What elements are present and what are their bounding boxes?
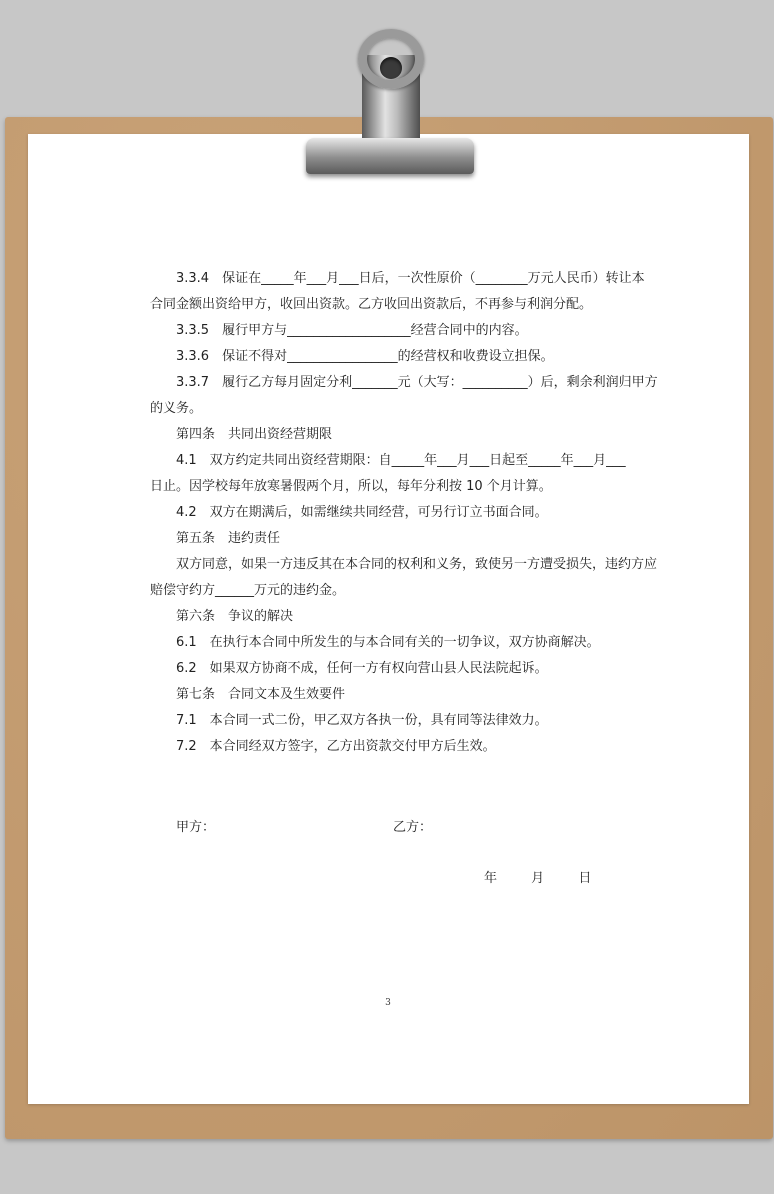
party-b-signature-label: 乙方：: [393, 820, 433, 835]
contract-body: [150, 266, 658, 760]
article-5-heading: 第五条 违约责任: [176, 531, 281, 546]
clause-7-1: 7.1 本合同一式二份，甲乙双方各执一份，具有同等法律效力。: [176, 713, 548, 728]
date-year-label: 年: [484, 871, 498, 886]
page-number: 3: [385, 998, 391, 1008]
article-7-heading: 第七条 合同文本及生效要件: [176, 687, 346, 702]
clause-6-2: 6.2 如果双方协商不成，任何一方有权向营山县人民法院起诉。: [176, 661, 548, 676]
clause-3-3-7-line-2: 的义务。: [150, 401, 203, 416]
date-day-label: 日: [578, 871, 592, 886]
article-5-text-line-2: 赔偿守约方______万元的违约金。: [150, 583, 346, 598]
article-5-text-line-1: 双方同意，如果一方违反其在本合同的权利和义务，致使另一方遭受损失，违约方应: [176, 557, 658, 572]
clause-4-1-line-2: 日止。因学校每年放寒暑假两个月，所以，每年分利按 10 个月计算。: [150, 479, 552, 494]
clause-7-2: 7.2 本合同经双方签字，乙方出资款交付甲方后生效。: [176, 739, 496, 754]
party-a-signature-label: 甲方：: [176, 820, 216, 835]
date-month-label: 月: [531, 871, 545, 886]
clause-3-3-5: 3.3.5 履行甲方与___________________经营合同中的内容。: [176, 323, 528, 338]
signature-date: [484, 867, 621, 886]
clause-4-2: 4.2 双方在期满后，如需继续共同经营，可另行订立书面合同。: [176, 505, 548, 520]
binder-clip-base: [306, 138, 474, 174]
clause-3-3-4-line-2: 合同金额出资给甲方，收回出资款。乙方收回出资款后，不再参与利润分配。: [150, 297, 593, 312]
clause-3-3-6: 3.3.6 保证不得对_________________的经营权和收费设立担保。: [176, 349, 554, 364]
binder-clip-hole: [380, 57, 402, 79]
article-4-heading: 第四条 共同出资经营期限: [176, 427, 333, 442]
clause-6-1: 6.1 在执行本合同中所发生的与本合同有关的一切争议，双方协商解决。: [176, 635, 600, 650]
clause-3-3-7-line-1: 3.3.7 履行乙方每月固定分利_______元（大写：__________）后，剩余利润归甲方: [176, 375, 658, 390]
clause-3-3-4-line-1: 3.3.4 保证在_____年___月___日后，一次性原价（________万元人民币）转让本: [176, 271, 645, 286]
article-6-heading: 第六条 争议的解决: [176, 609, 294, 624]
clause-4-1-line-1: 4.1 双方约定共同出资经营期限：自_____年___月___日起至_____年___月___: [176, 453, 626, 468]
